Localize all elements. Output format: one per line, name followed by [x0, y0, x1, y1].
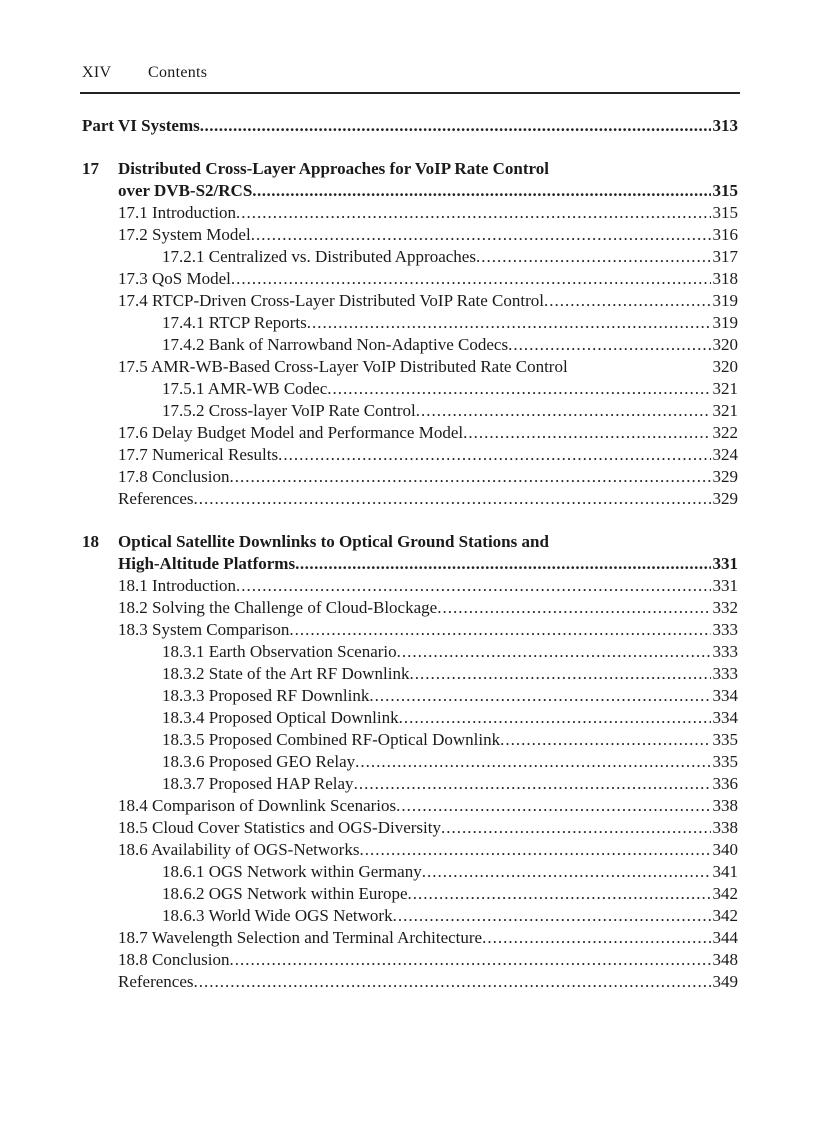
toc-entry-title: 18.3.7 Proposed HAP Relay — [162, 774, 354, 793]
toc-page-number: 333 — [712, 664, 738, 683]
dot-leader — [295, 553, 710, 575]
toc-entry-title: 17.8 Conclusion — [118, 467, 230, 486]
toc-entry-title: 18.3.3 Proposed RF Downlink — [162, 686, 370, 705]
dot-leader — [399, 707, 711, 729]
toc-entry-title: 18.3.4 Proposed Optical Downlink — [162, 708, 399, 727]
toc-entry-title: 17.7 Numerical Results — [118, 445, 279, 464]
toc-section-entry[interactable] — [82, 839, 738, 861]
toc-page-number: 321 — [712, 379, 738, 398]
toc-subsection-entry[interactable] — [82, 312, 738, 334]
toc-subsection-entry[interactable] — [82, 641, 738, 663]
toc-subsection-entry[interactable] — [82, 378, 738, 400]
toc-section-entry[interactable] — [82, 268, 738, 290]
toc-entry-title: 17.5.2 Cross-layer VoIP Rate Control — [162, 401, 416, 420]
dot-leader — [194, 971, 711, 993]
dot-leader — [416, 400, 711, 422]
toc-subsection-entry[interactable] — [82, 707, 738, 729]
toc-entry-title: 18.3.1 Earth Observation Scenario — [162, 642, 397, 661]
toc-page-number: 342 — [712, 906, 738, 925]
toc-subsection-entry[interactable] — [82, 334, 738, 356]
dot-leader — [236, 575, 710, 597]
toc-page-number: 338 — [712, 818, 738, 837]
toc-page-number: 333 — [712, 620, 738, 639]
toc-entry-title: 18.5 Cloud Cover Statistics and OGS-Diversity — [118, 818, 441, 837]
toc-section-entry[interactable] — [82, 290, 738, 312]
toc-entry-title: 17.2.1 Centralized vs. Distributed Approaches — [162, 247, 476, 266]
toc-page-number: 316 — [712, 225, 738, 244]
toc-section-entry[interactable] — [82, 488, 738, 510]
dot-leader — [289, 619, 710, 641]
toc-subsection-entry[interactable] — [82, 883, 738, 905]
dot-leader — [393, 905, 711, 927]
dot-leader — [327, 378, 710, 400]
running-title: Contents — [148, 64, 208, 81]
dot-leader — [437, 597, 710, 619]
toc-section-entry[interactable] — [82, 202, 738, 224]
toc-section-entry[interactable] — [82, 949, 738, 971]
toc-page-number: 344 — [712, 928, 738, 947]
toc-page-number: 336 — [712, 774, 738, 793]
toc-part-title: Part VI Systems — [82, 116, 200, 135]
chapter-title-line1: Optical Satellite Downlinks to Optical Ground Stations and — [118, 532, 549, 551]
toc-entry-title: 17.4.2 Bank of Narrowband Non-Adaptive Codecs — [162, 335, 509, 354]
toc-section-entry[interactable] — [82, 224, 738, 246]
toc-subsection-entry[interactable] — [82, 685, 738, 707]
toc-section-entry[interactable] — [82, 356, 738, 378]
toc-entry-title: 18.8 Conclusion — [118, 950, 230, 969]
toc-page-number: 349 — [712, 972, 738, 991]
toc-page-number: 348 — [712, 950, 738, 969]
toc-entry-title: 17.6 Delay Budget Model and Performance Model — [118, 423, 464, 442]
dot-leader — [229, 466, 710, 488]
dot-leader — [476, 246, 711, 268]
toc-page-number: 320 — [712, 357, 738, 376]
dot-leader — [369, 685, 710, 707]
toc-page-number: 331 — [712, 554, 738, 573]
toc-entry-title: 18.3.6 Proposed GEO Relay — [162, 752, 356, 771]
toc-page-number: 329 — [712, 467, 738, 486]
dot-leader — [251, 224, 711, 246]
dot-leader — [500, 729, 710, 751]
dot-leader — [231, 268, 711, 290]
toc-entry-title: 18.6.3 World Wide OGS Network — [162, 906, 393, 925]
toc-page-number: 315 — [712, 203, 738, 222]
dot-leader — [463, 422, 710, 444]
toc-entry-title: 17.5 AMR-WB-Based Cross-Layer VoIP Distributed Rate Control — [118, 357, 568, 376]
toc-section-entry[interactable] — [82, 466, 738, 488]
toc-section-entry[interactable] — [82, 927, 738, 949]
toc-subsection-entry[interactable] — [82, 861, 738, 883]
dot-leader — [252, 180, 710, 202]
dot-leader — [278, 444, 710, 466]
toc-entry-title: 17.4.1 RTCP Reports — [162, 313, 307, 332]
dot-leader — [354, 773, 711, 795]
running-head — [82, 64, 207, 82]
toc-page-number: 329 — [712, 489, 738, 508]
toc-entry-title: 18.2 Solving the Challenge of Cloud-Blockage — [118, 598, 438, 617]
toc-subsection-entry[interactable] — [82, 905, 738, 927]
toc-page-number: 338 — [712, 796, 738, 815]
toc-page-number: 319 — [712, 291, 738, 310]
dot-leader — [482, 927, 710, 949]
toc-section-entry[interactable] — [82, 422, 738, 444]
toc-page-number: 315 — [712, 181, 738, 200]
toc-entry-title: 18.6 Availability of OGS-Networks — [118, 840, 360, 859]
toc-entry-title: 18.6.2 OGS Network within Europe — [162, 884, 408, 903]
toc-page-number: 318 — [712, 269, 738, 288]
dot-leader — [307, 312, 711, 334]
toc-page-number: 322 — [712, 423, 738, 442]
dot-leader — [396, 795, 710, 817]
toc-section-entry[interactable] — [82, 817, 738, 839]
toc-subsection-entry[interactable] — [82, 773, 738, 795]
toc-entry-title: 18.3.5 Proposed Combined RF-Optical Downlink — [162, 730, 501, 749]
toc-chapter-heading-continued[interactable] — [82, 180, 738, 202]
toc-section-entry[interactable] — [82, 575, 738, 597]
toc-chapter-heading-continued[interactable] — [82, 553, 738, 575]
toc-entry-title: 18.3 System Comparison — [118, 620, 290, 639]
toc-section-entry[interactable] — [82, 971, 738, 993]
toc-page-number: 332 — [712, 598, 738, 617]
toc-page-number: 342 — [712, 884, 738, 903]
toc-section-entry[interactable] — [82, 795, 738, 817]
toc-entry-title: References — [118, 489, 194, 508]
dot-leader — [409, 663, 710, 685]
toc-page-number: 333 — [712, 642, 738, 661]
toc-entry-title: 17.4 RTCP-Driven Cross-Layer Distributed VoIP Rate Control — [118, 291, 544, 310]
dot-leader — [229, 949, 710, 971]
chapter-title-line1: Distributed Cross-Layer Approaches for VoIP Rate Control — [118, 159, 550, 178]
header-rule — [80, 92, 740, 94]
toc-entry-title: 17.5.1 AMR-WB Codec — [162, 379, 328, 398]
table-of-contents — [82, 115, 738, 993]
chapter-number: 18 — [82, 532, 99, 551]
toc-entry-title: 18.1 Introduction — [118, 576, 237, 595]
toc-entry-title: 18.7 Wavelength Selection and Terminal Architecture — [118, 928, 483, 947]
dot-leader — [508, 334, 710, 356]
toc-page-number: 334 — [712, 686, 738, 705]
toc-subsection-entry[interactable] — [82, 246, 738, 268]
toc-subsection-entry[interactable] — [82, 400, 738, 422]
toc-part-entry[interactable] — [82, 115, 738, 137]
toc-page-number: 335 — [712, 752, 738, 771]
dot-leader — [397, 641, 711, 663]
toc-page-number: 320 — [712, 335, 738, 354]
toc-page-number: 321 — [712, 401, 738, 420]
dot-leader — [355, 751, 710, 773]
chapter-title-line2: High-Altitude Platforms — [118, 554, 296, 573]
toc-entry-title: References — [118, 972, 194, 991]
toc-entry-title: 17.1 Introduction — [118, 203, 237, 222]
toc-page-number: 340 — [712, 840, 738, 859]
toc-subsection-entry[interactable] — [82, 663, 738, 685]
chapter-title-line2: over DVB-S2/RCS — [118, 181, 253, 200]
toc-page-number: 331 — [712, 576, 738, 595]
toc-subsection-entry[interactable] — [82, 729, 738, 751]
toc-chapter-heading[interactable] — [82, 531, 738, 553]
dot-leader — [359, 839, 710, 861]
toc-entry-title: 17.3 QoS Model — [118, 269, 231, 288]
toc-chapter-heading[interactable] — [82, 158, 738, 180]
toc-page-number: 335 — [712, 730, 738, 749]
toc-section-entry[interactable] — [82, 619, 738, 641]
dot-leader — [422, 861, 711, 883]
toc-entry-title: 18.6.1 OGS Network within Germany — [162, 862, 422, 881]
chapter-number: 17 — [82, 159, 99, 178]
toc-entry-title: 17.2 System Model — [118, 225, 251, 244]
dot-leader — [544, 290, 711, 312]
dot-leader — [408, 883, 711, 905]
toc-page-number: 313 — [712, 116, 738, 135]
dot-leader — [194, 488, 711, 510]
dot-leader — [441, 817, 711, 839]
page-folio: XIV — [82, 64, 112, 81]
toc-entry-title: 18.4 Comparison of Downlink Scenarios — [118, 796, 397, 815]
toc-page-number: 317 — [712, 247, 738, 266]
toc-section-entry[interactable] — [82, 444, 738, 466]
toc-subsection-entry[interactable] — [82, 751, 738, 773]
toc-page-number: 319 — [712, 313, 738, 332]
toc-entry-title: 18.3.2 State of the Art RF Downlink — [162, 664, 410, 683]
toc-section-entry[interactable] — [82, 597, 738, 619]
dot-leader — [200, 115, 711, 137]
dot-leader — [236, 202, 710, 224]
toc-page-number: 341 — [712, 862, 738, 881]
toc-page-number: 334 — [712, 708, 738, 727]
toc-page-number: 324 — [712, 445, 738, 464]
